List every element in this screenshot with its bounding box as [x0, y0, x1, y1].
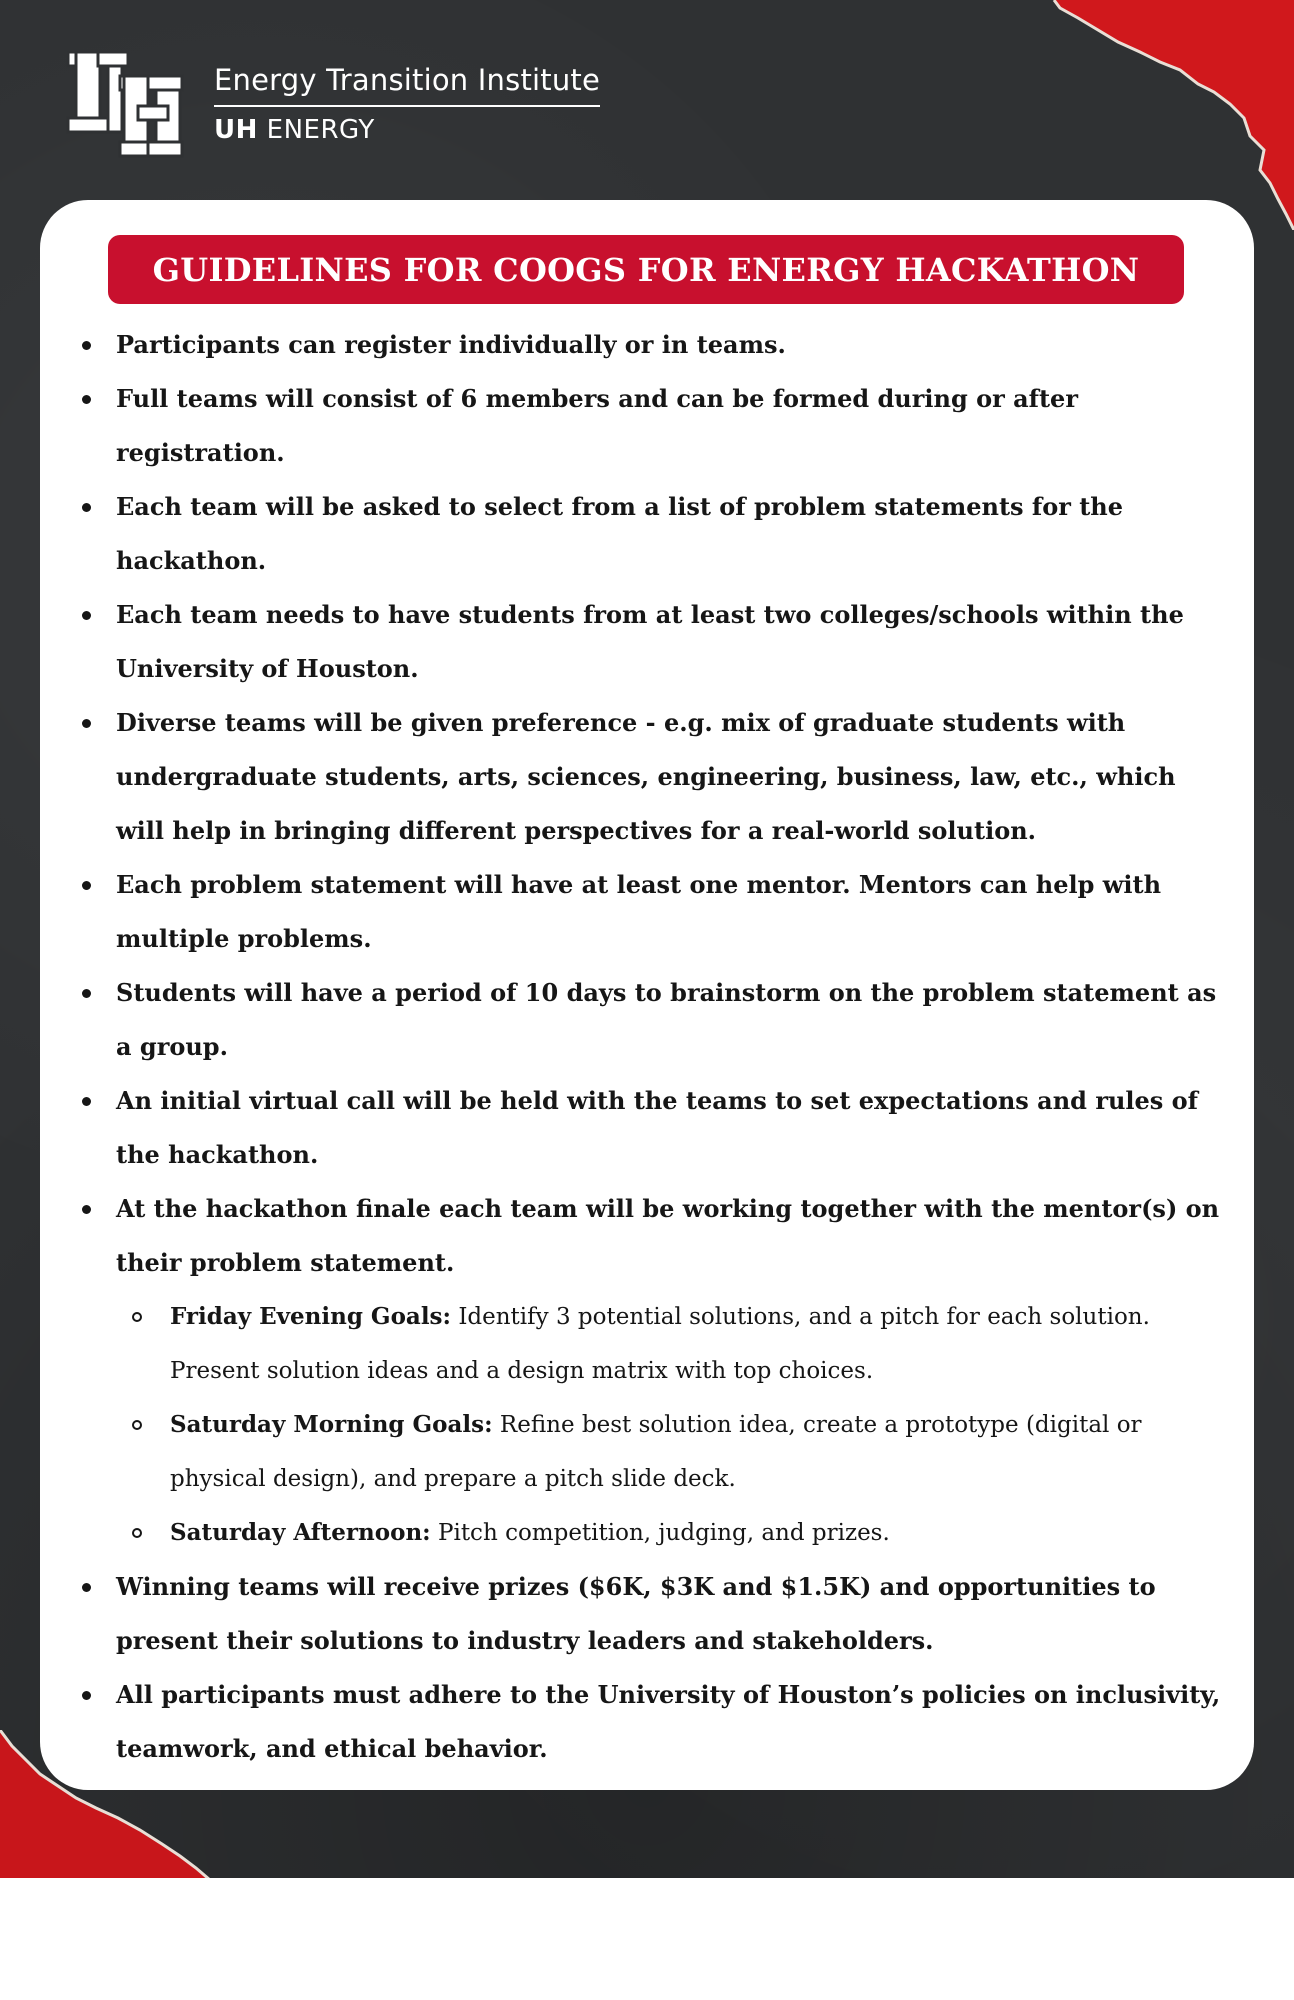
- bullet-icon: [82, 989, 91, 998]
- hollow-bullet-icon: [132, 1528, 142, 1538]
- bullet-icon: [82, 1097, 91, 1106]
- guidelines-card: [40, 200, 1254, 1790]
- bullet-icon: [82, 719, 91, 728]
- header: [64, 44, 600, 164]
- schedule-item-saturday-morning: Saturday Morning Goals: Refine best solution idea, create a prototype (digital or physical design), and prepare a pitch slide deck.: [116, 1398, 1226, 1506]
- list-item: Full teams will consist of 6 members and can be formed during or after registration.: [76, 372, 1226, 480]
- list-item: Diverse teams will be given preference - e.g. mix of graduate students with undergraduate students, arts, sciences, engineering, business, law, etc., which will help in bringing different perspectives for a real-world solution.: [76, 696, 1226, 858]
- page-title: GUIDELINES FOR COOGS FOR ENERGY HACKATHON: [108, 235, 1184, 304]
- list-item: Winning teams will receive prizes ($6K, $3K and $1.5K) and opportunities to present their solutions to industry leaders and stakeholders.: [76, 1560, 1226, 1668]
- list-item: An initial virtual call will be held with the teams to set expectations and rules of the hackathon.: [76, 1074, 1226, 1182]
- bullet-icon: [82, 503, 91, 512]
- bullet-icon: [82, 1583, 91, 1592]
- list-item: At the hackathon finale each team will be working together with the mentor(s) on their problem statement. Friday Evening Goals: Identify 3 potential solutions, and a pitch for each solution. Present solution ideas and a design matrix with top choices. Saturday Morning Goals: Refine best solution idea, create a prototype (digital or physical design), and prepare a pitch slide deck. Saturday Afternoon: Pitch competition, judging, and prizes.: [76, 1182, 1226, 1560]
- bullet-icon: [82, 1205, 91, 1214]
- bullet-icon: [82, 1691, 91, 1700]
- hollow-bullet-icon: [132, 1312, 142, 1322]
- bullet-icon: [82, 611, 91, 620]
- brand-text: [214, 63, 600, 145]
- schedule-item-friday-evening: Friday Evening Goals: Identify 3 potential solutions, and a pitch for each solution. Present solution ideas and a design matrix with top choices.: [116, 1290, 1226, 1398]
- hollow-bullet-icon: [132, 1420, 142, 1430]
- schedule-item-saturday-afternoon: Saturday Afternoon: Pitch competition, judging, and prizes.: [116, 1506, 1226, 1560]
- list-item: Participants can register individually or in teams.: [76, 318, 1226, 372]
- guidelines-list: [76, 318, 1226, 1776]
- bullet-icon: [82, 341, 91, 350]
- list-item: Students will have a period of 10 days to brainstorm on the problem statement as a group.: [76, 966, 1226, 1074]
- list-item: Each problem statement will have at least one mentor. Mentors can help with multiple problems.: [76, 858, 1226, 966]
- org-name: UH ENERGY: [214, 115, 375, 145]
- list-item: Each team needs to have students from at least two colleges/schools within the University of Houston.: [76, 588, 1226, 696]
- institute-name: Energy Transition Institute: [214, 63, 600, 107]
- torn-paper-top-right: [994, 0, 1294, 230]
- bullet-icon: [82, 881, 91, 890]
- bullet-icon: [82, 395, 91, 404]
- list-item: Each team will be asked to select from a list of problem statements for the hackathon.: [76, 480, 1226, 588]
- finale-schedule: [116, 1290, 1226, 1560]
- uh-logo: [64, 48, 184, 160]
- list-item: All participants must adhere to the University of Houston’s policies on inclusivity, teamwork, and ethical behavior.: [76, 1668, 1226, 1776]
